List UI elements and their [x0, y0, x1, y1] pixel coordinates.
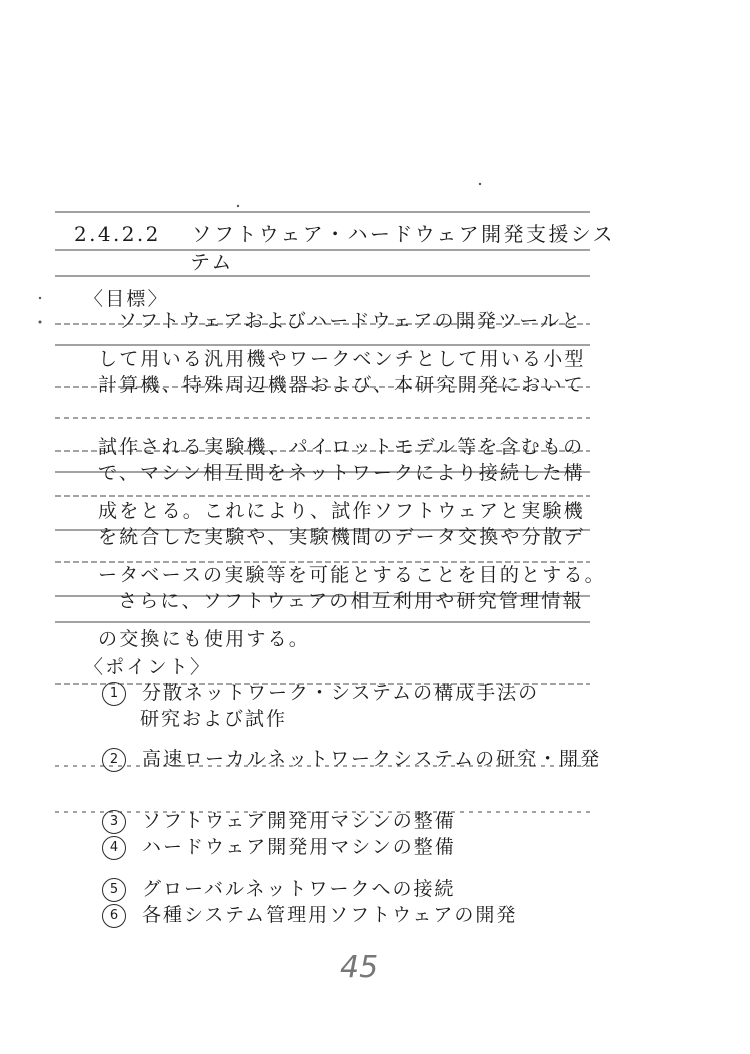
point-text: グローバルネットワークへの接続 [142, 878, 456, 900]
point-item-6 [102, 900, 517, 928]
objective-line-10: の交換にも使用する。 [98, 628, 311, 650]
point-item-1 [102, 678, 539, 706]
section-title-line1: ソフトウェア・ハードウェア開発支援シス [191, 222, 615, 246]
points-header: 〈ポイント〉 [84, 656, 212, 678]
point-text: 高速ローカルネットワークシステムの研究・開発 [142, 748, 602, 770]
point-number: 6 [102, 904, 126, 928]
point-item-3 [102, 806, 456, 834]
point-item-2 [102, 744, 601, 772]
point-text: ハードウェア開発用マシンの整備 [142, 836, 456, 858]
point-number: 3 [102, 810, 126, 834]
section-title-line2: テム [190, 250, 234, 274]
objective-line-1: ソフトウェアおよびハードウェアの開発ツールと [118, 310, 583, 332]
objective-line-6: 成をとる。これにより、試作ソフトウェアと実験機 [98, 500, 585, 522]
point-number: 5 [102, 878, 126, 902]
point-text: ソフトウェア開発用マシンの整備 [142, 810, 456, 832]
point-item-5 [102, 874, 455, 902]
objective-header: 〈目標〉 [84, 288, 169, 310]
objective-line-4: 試作される実験機、パイロットモデル等を含むもの [98, 436, 585, 458]
point-number: 2 [102, 748, 126, 772]
section-heading [74, 218, 615, 247]
point-item-4 [102, 832, 456, 860]
page-number: 45 [340, 950, 379, 985]
section-number: 2.4.2.2 [74, 222, 161, 246]
objective-line-7: を統合した実験や、実験機間のデータ交換や分散デ [98, 526, 586, 548]
objective-line-9: さらに、ソフトウェアの相互利用や研究管理情報 [118, 590, 584, 612]
point-item-1-cont: 研究および試作 [140, 708, 288, 730]
point-number: 4 [102, 836, 126, 860]
objective-line-8: ータベースの実験等を可能とすることを目的とする。 [98, 564, 606, 586]
point-text: 分散ネットワーク・システムの構成手法の [142, 682, 540, 704]
point-text: 各種システム管理用ソフトウェアの開発 [142, 904, 518, 926]
objective-line-2: して用いる汎用機やワークベンチとして用いる小型 [98, 348, 586, 370]
point-number: 1 [102, 682, 126, 706]
objective-line-5: で、マシン相互間をネットワークにより接続した構 [98, 462, 585, 484]
objective-line-3: 計算機、特殊周辺機器および、本研究開発において [98, 374, 585, 396]
